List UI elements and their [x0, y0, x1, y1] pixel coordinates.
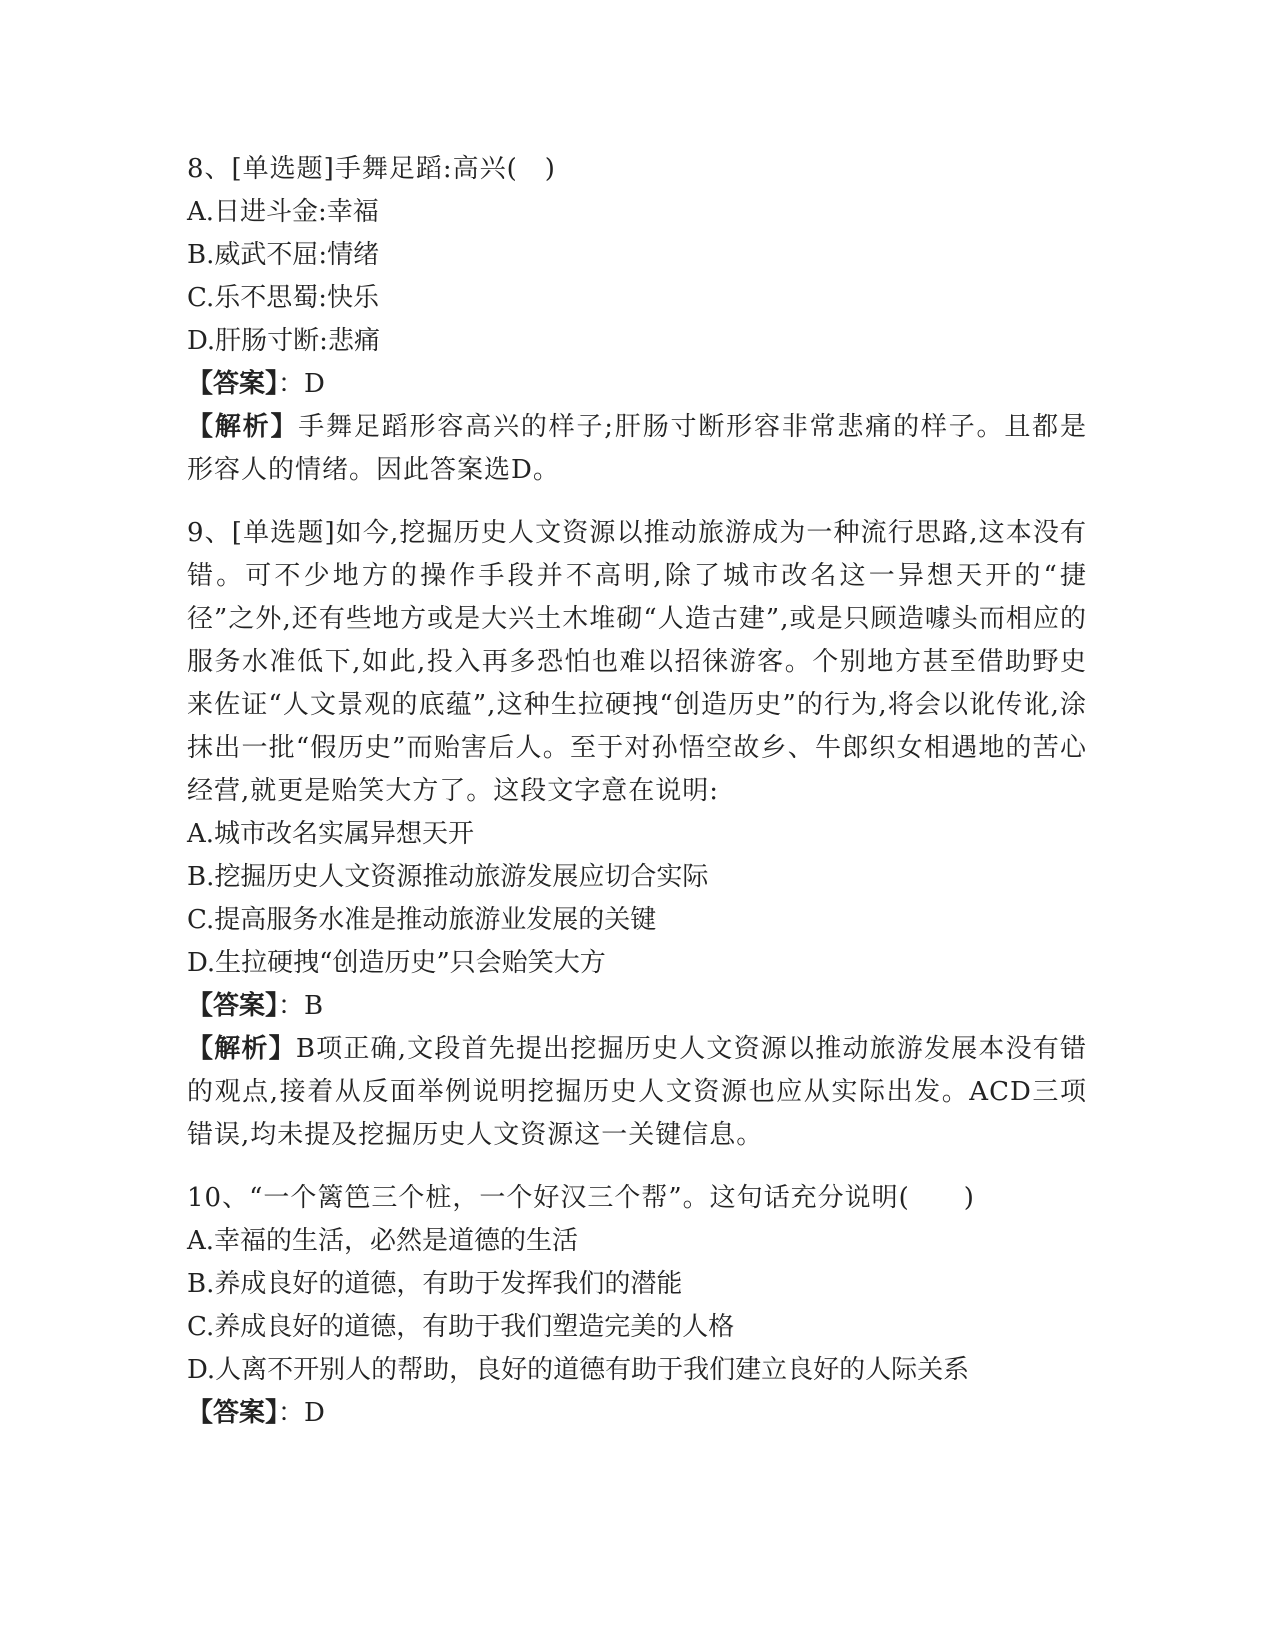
question-list — [187, 148, 1087, 1455]
analysis-text: 手舞足蹈形容高兴的样子;肝肠寸断形容非常悲痛的样子。且都是形容人的情绪。因此答案选D。 — [187, 412, 1087, 485]
answer-line — [187, 1392, 1087, 1435]
option-a: A.日进斗金:幸福 — [187, 197, 379, 227]
answer-tag: 【答案】 — [187, 991, 279, 1021]
question-10 — [187, 1177, 1087, 1435]
analysis-tag: 【解析】 — [187, 412, 299, 442]
answer-tag: 【答案】 — [187, 369, 279, 399]
option-a: A.城市改名实属异想天开 — [187, 819, 475, 849]
answer-value: ：D — [278, 1398, 325, 1428]
answer-line — [187, 363, 1087, 406]
answer-value: ：B — [278, 991, 324, 1021]
option-d: D.肝肠寸断:悲痛 — [187, 326, 380, 356]
option-c: C.提高服务水准是推动旅游业发展的关键 — [187, 905, 657, 935]
analysis-line — [187, 406, 1087, 492]
analysis-text: B项正确,文段首先提出挖掘历史人文资源以推动旅游发展本没有错的观点,接着从反面举例说明挖掘历史人文资源也应从实际出发。ACD三项错误,均未提及挖掘历史人文资源这一关键信息。 — [187, 1034, 1087, 1150]
option-b: B.挖掘历史人文资源推动旅游发展应切合实际 — [187, 862, 709, 892]
analysis-line — [187, 1028, 1087, 1157]
answer-tag: 【答案】 — [187, 1398, 279, 1428]
question-stem: 8、[单选题]手舞足蹈:高兴( ) — [187, 154, 556, 184]
option-d: D.人离不开别人的帮助，良好的道德有助于我们建立良好的人际关系 — [187, 1355, 970, 1385]
option-b: B.养成良好的道德，有助于发挥我们的潜能 — [187, 1269, 683, 1299]
option-c: C.养成良好的道德，有助于我们塑造完美的人格 — [187, 1312, 735, 1342]
option-b: B.威武不屈:情绪 — [187, 240, 380, 270]
option-d: D.生拉硬拽“创造历史”只会贻笑大方 — [187, 948, 606, 978]
answer-line — [187, 985, 1087, 1028]
analysis-tag: 【解析】 — [187, 1034, 296, 1064]
question-8 — [187, 148, 1087, 492]
question-stem: 9、[单选题]如今,挖掘历史人文资源以推动旅游成为一种流行思路,这本没有错。可不少地方的操作手段并不高明,除了城市改名这一异想天开的“捷径”之外,还有些地方或是大兴土木堆砌“人造古建”,或是只顾造噱头而相应的服务水准低下,如此,投入再多恐怕也难以招徕游客。个别地方甚至借助野史来佐证“人文景观的底蕴”,这种生拉硬拽“创造历史”的行为,将会以讹传讹,涂抹出一批“假历史”而贻害后人。至于对孙悟空故乡、牛郎织女相遇地的苦心经营,就更是贻笑大方了。这段文字意在说明: — [187, 518, 1087, 806]
option-a: A.幸福的生活，必然是道德的生活 — [187, 1226, 579, 1256]
option-c: C.乐不思蜀:快乐 — [187, 283, 379, 313]
question-9 — [187, 512, 1087, 1157]
question-stem: 10、“一个篱笆三个桩，一个好汉三个帮”。这句话充分说明( ) — [187, 1183, 975, 1213]
answer-value: ：D — [278, 369, 325, 399]
